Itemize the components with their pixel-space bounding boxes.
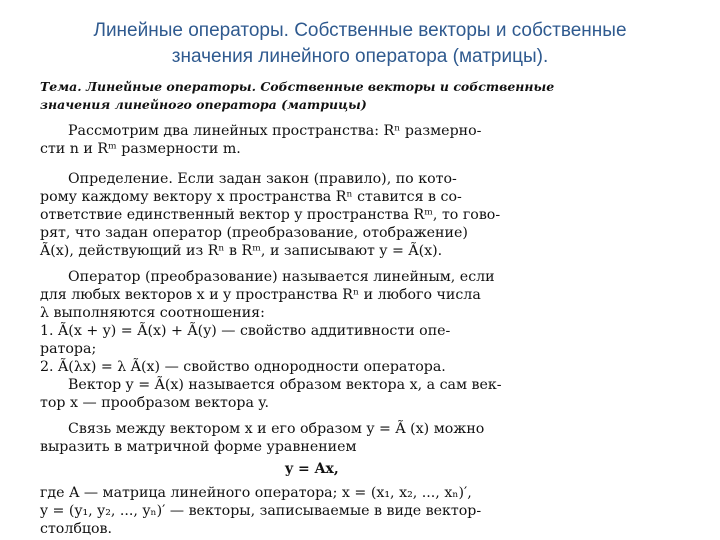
- paragraph-line: сти n и Rᵐ размерности m.: [40, 141, 241, 157]
- paragraph-line: Связь между вектором x и его образом y = Ã (x) можно: [68, 421, 485, 437]
- topic-line-1: Тема. Линейные операторы. Собственные векторы и собственные: [40, 79, 555, 94]
- paragraph-line: выразить в матричной форме уравнением: [40, 439, 357, 455]
- paragraph-line: λ выполняются соотношения:: [40, 305, 265, 321]
- definition-line: Определение. Если задан закон (правило), по кото-: [68, 171, 457, 187]
- topic-line-2: значения линейного оператора (матрицы): [40, 97, 367, 112]
- slide-title-line-1: Линейные операторы. Собственные векторы и собственные: [93, 20, 627, 41]
- paragraph-line: Оператор (преобразование) называется линейным, если: [68, 269, 495, 285]
- matrix-equation: y = Ax,: [285, 461, 339, 477]
- paragraph-line: Вектор y = Ã(x) называется образом вектора x, а сам век-: [68, 377, 502, 393]
- paragraph-line: y = (y₁, y₂, ..., yₙ)′ — векторы, записываемые в виде вектор-: [40, 503, 482, 519]
- slide-title-line-2: значения линейного оператора (матрицы).: [171, 46, 549, 67]
- definition-line: Ã(x), действующий из Rⁿ в Rᵐ, и записывают y = Ã(x).: [40, 243, 443, 259]
- paragraph-line: столбцов.: [40, 521, 113, 537]
- definition-line: рому каждому вектору x пространства Rⁿ ставится в со-: [40, 189, 462, 205]
- paragraph-line: тор x — прообразом вектора y.: [40, 395, 270, 411]
- definition-line: ответствие единственный вектор y пространства Rᵐ, то гово-: [40, 207, 501, 223]
- property-line: 1. Ã(x + y) = Ã(x) + Ã(y) — свойство аддитивности опе-: [40, 323, 451, 339]
- property-line: 2. Ã(λx) = λ Ã(x) — свойство однородности оператора.: [40, 359, 446, 375]
- paragraph-line: где A — матрица линейного оператора; x = (x₁, x₂, ..., xₙ)′,: [40, 485, 472, 501]
- paragraph-line: Рассмотрим два линейных пространства: Rⁿ размерно-: [68, 123, 482, 139]
- slide-title: [40, 18, 680, 70]
- property-line: ратора;: [40, 341, 97, 357]
- paragraph-line: для любых векторов x и y пространства Rⁿ и любого числа: [40, 287, 481, 303]
- definition-line: рят, что задан оператор (преобразование, отображение): [40, 225, 468, 241]
